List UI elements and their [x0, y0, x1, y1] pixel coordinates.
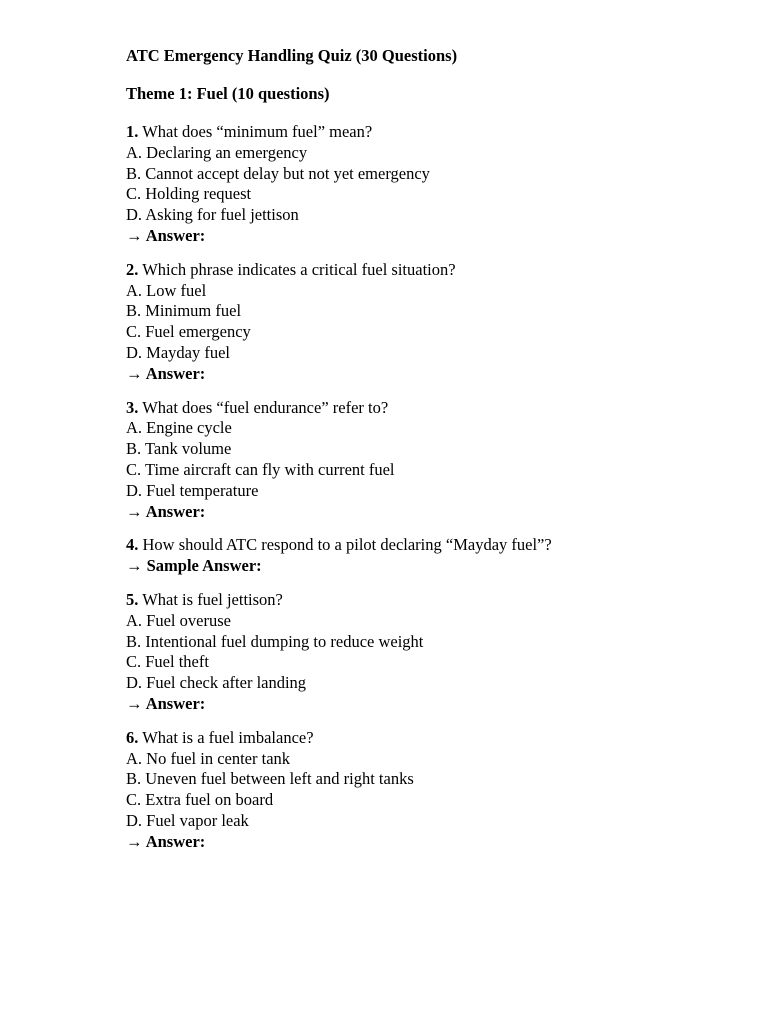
option-a: A. Low fuel — [126, 280, 207, 300]
option-a: A. No fuel in center tank — [126, 748, 291, 768]
question-text: Which phrase indicates a critical fuel situation? — [142, 259, 456, 279]
option-a: A. Engine cycle — [126, 418, 232, 438]
question-1 — [126, 122, 726, 247]
option-d: D. Fuel check after landing — [126, 673, 307, 693]
question-text: How should ATC respond to a pilot declaring “Mayday fuel”? — [142, 535, 552, 555]
quiz-document — [126, 46, 726, 853]
question-line — [126, 122, 726, 143]
question-text: What is a fuel imbalance? — [142, 727, 314, 747]
option-b: B. Tank volume — [126, 439, 232, 459]
theme-heading: Theme 1: Fuel (10 questions) — [126, 84, 330, 103]
option-d: D. Fuel temperature — [126, 480, 259, 500]
question-text: What does “fuel endurance” refer to? — [142, 397, 389, 417]
question-6 — [126, 728, 726, 853]
option-b: B. Cannot accept delay but not yet emergency — [126, 163, 430, 183]
option-c: C. Fuel emergency — [126, 322, 251, 342]
question-4 — [126, 535, 726, 577]
question-number: 3. — [126, 397, 139, 417]
question-line — [126, 398, 726, 419]
question-line — [126, 260, 726, 281]
question-3 — [126, 398, 726, 523]
question-line — [126, 590, 726, 611]
sample-answer-label: → Sample Answer: — [126, 556, 262, 576]
option-c: C. Fuel theft — [126, 652, 209, 672]
option-c: C. Time aircraft can fly with current fuel — [126, 459, 395, 479]
question-number: 5. — [126, 589, 139, 609]
question-text: What is fuel jettison? — [142, 589, 283, 609]
question-number: 4. — [126, 535, 139, 555]
answer-label: → Answer: — [126, 225, 206, 245]
answer-label: → Answer: — [126, 693, 206, 713]
option-b: B. Intentional fuel dumping to reduce weight — [126, 631, 424, 651]
answer-label: → Answer: — [126, 831, 206, 851]
option-b: B. Minimum fuel — [126, 301, 242, 321]
option-c: C. Extra fuel on board — [126, 790, 274, 810]
question-number: 1. — [126, 122, 139, 141]
question-line — [126, 535, 726, 556]
question-2 — [126, 260, 726, 385]
answer-label: → Answer: — [126, 363, 206, 383]
option-a: A. Declaring an emergency — [126, 142, 308, 162]
option-d: D. Mayday fuel — [126, 342, 231, 362]
question-5 — [126, 590, 726, 715]
document-title: ATC Emergency Handling Quiz (30 Questions) — [126, 46, 458, 65]
question-text: What does “minimum fuel” mean? — [142, 122, 373, 141]
question-line — [126, 728, 726, 749]
question-number: 2. — [126, 259, 139, 279]
option-d: D. Asking for fuel jettison — [126, 205, 299, 225]
option-b: B. Uneven fuel between left and right tanks — [126, 769, 414, 789]
option-c: C. Holding request — [126, 184, 252, 204]
option-d: D. Fuel vapor leak — [126, 810, 249, 830]
answer-label: → Answer: — [126, 501, 206, 521]
option-a: A. Fuel overuse — [126, 610, 231, 630]
question-number: 6. — [126, 727, 139, 747]
